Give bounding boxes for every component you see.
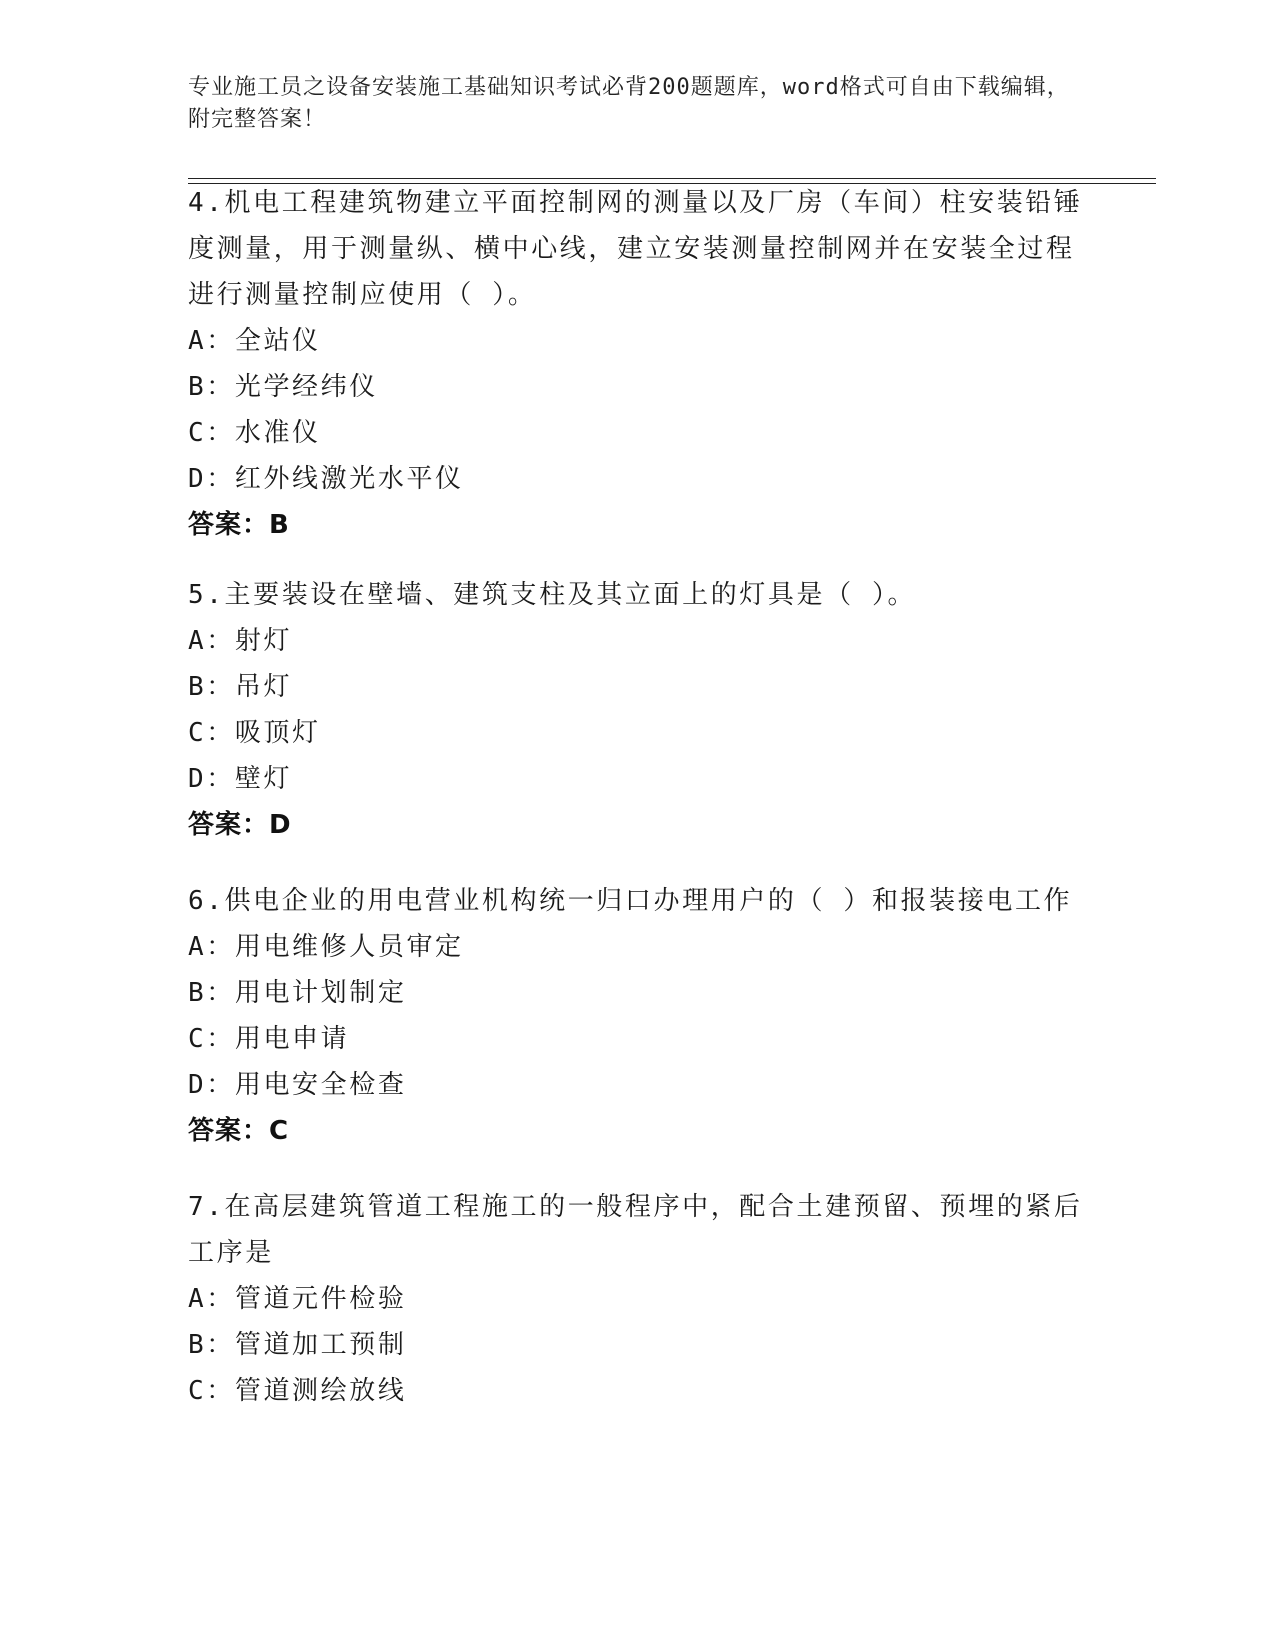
option-b: B：管道加工预制 — [188, 1330, 407, 1360]
answer: 答案：C — [188, 1116, 290, 1146]
option-a: A：射灯 — [188, 626, 293, 656]
option-b: B：光学经纬仪 — [188, 372, 378, 402]
question-6 — [188, 878, 1088, 1154]
option-c: C：吸顶灯 — [188, 718, 321, 748]
option-a: A：管道元件检验 — [188, 1284, 407, 1314]
question-5 — [188, 572, 1088, 848]
question-stem: 7.在高层建筑管道工程施工的一般程序中，配合土建预留、预埋的紧后工序是 — [188, 1192, 1083, 1268]
option-b: B：用电计划制定 — [188, 978, 407, 1008]
answer: 答案：D — [188, 810, 292, 840]
option-c: C：管道测绘放线 — [188, 1376, 407, 1406]
option-c: C：用电申请 — [188, 1024, 350, 1054]
option-a: A：用电维修人员审定 — [188, 932, 464, 962]
question-stem: 4.机电工程建筑物建立平面控制网的测量以及厂房（车间）柱安装铅锤度测量，用于测量纵、横中心线，建立安装测量控制网并在安装全过程进行测量控制应使用（ ）。 — [188, 188, 1083, 310]
option-c: C：水准仪 — [188, 418, 321, 448]
option-d: D：用电安全检查 — [188, 1070, 407, 1100]
question-stem: 5.主要装设在壁墙、建筑支柱及其立面上的灯具是（ ）。 — [188, 580, 917, 610]
option-a: A：全站仪 — [188, 326, 321, 356]
option-d: D：红外线激光水平仪 — [188, 464, 464, 494]
option-b: B：吊灯 — [188, 672, 293, 702]
document-header: 专业施工员之设备安装施工基础知识考试必背200题题库，word格式可自由下载编辑，附完整答案！ — [188, 75, 1070, 132]
option-d: D：壁灯 — [188, 764, 293, 794]
question-stem: 6.供电企业的用电营业机构统一归口办理用户的（ ）和报装接电工作 — [188, 886, 1073, 916]
question-4 — [188, 180, 1088, 548]
answer: 答案：B — [188, 510, 290, 540]
question-7 — [188, 1184, 1088, 1414]
